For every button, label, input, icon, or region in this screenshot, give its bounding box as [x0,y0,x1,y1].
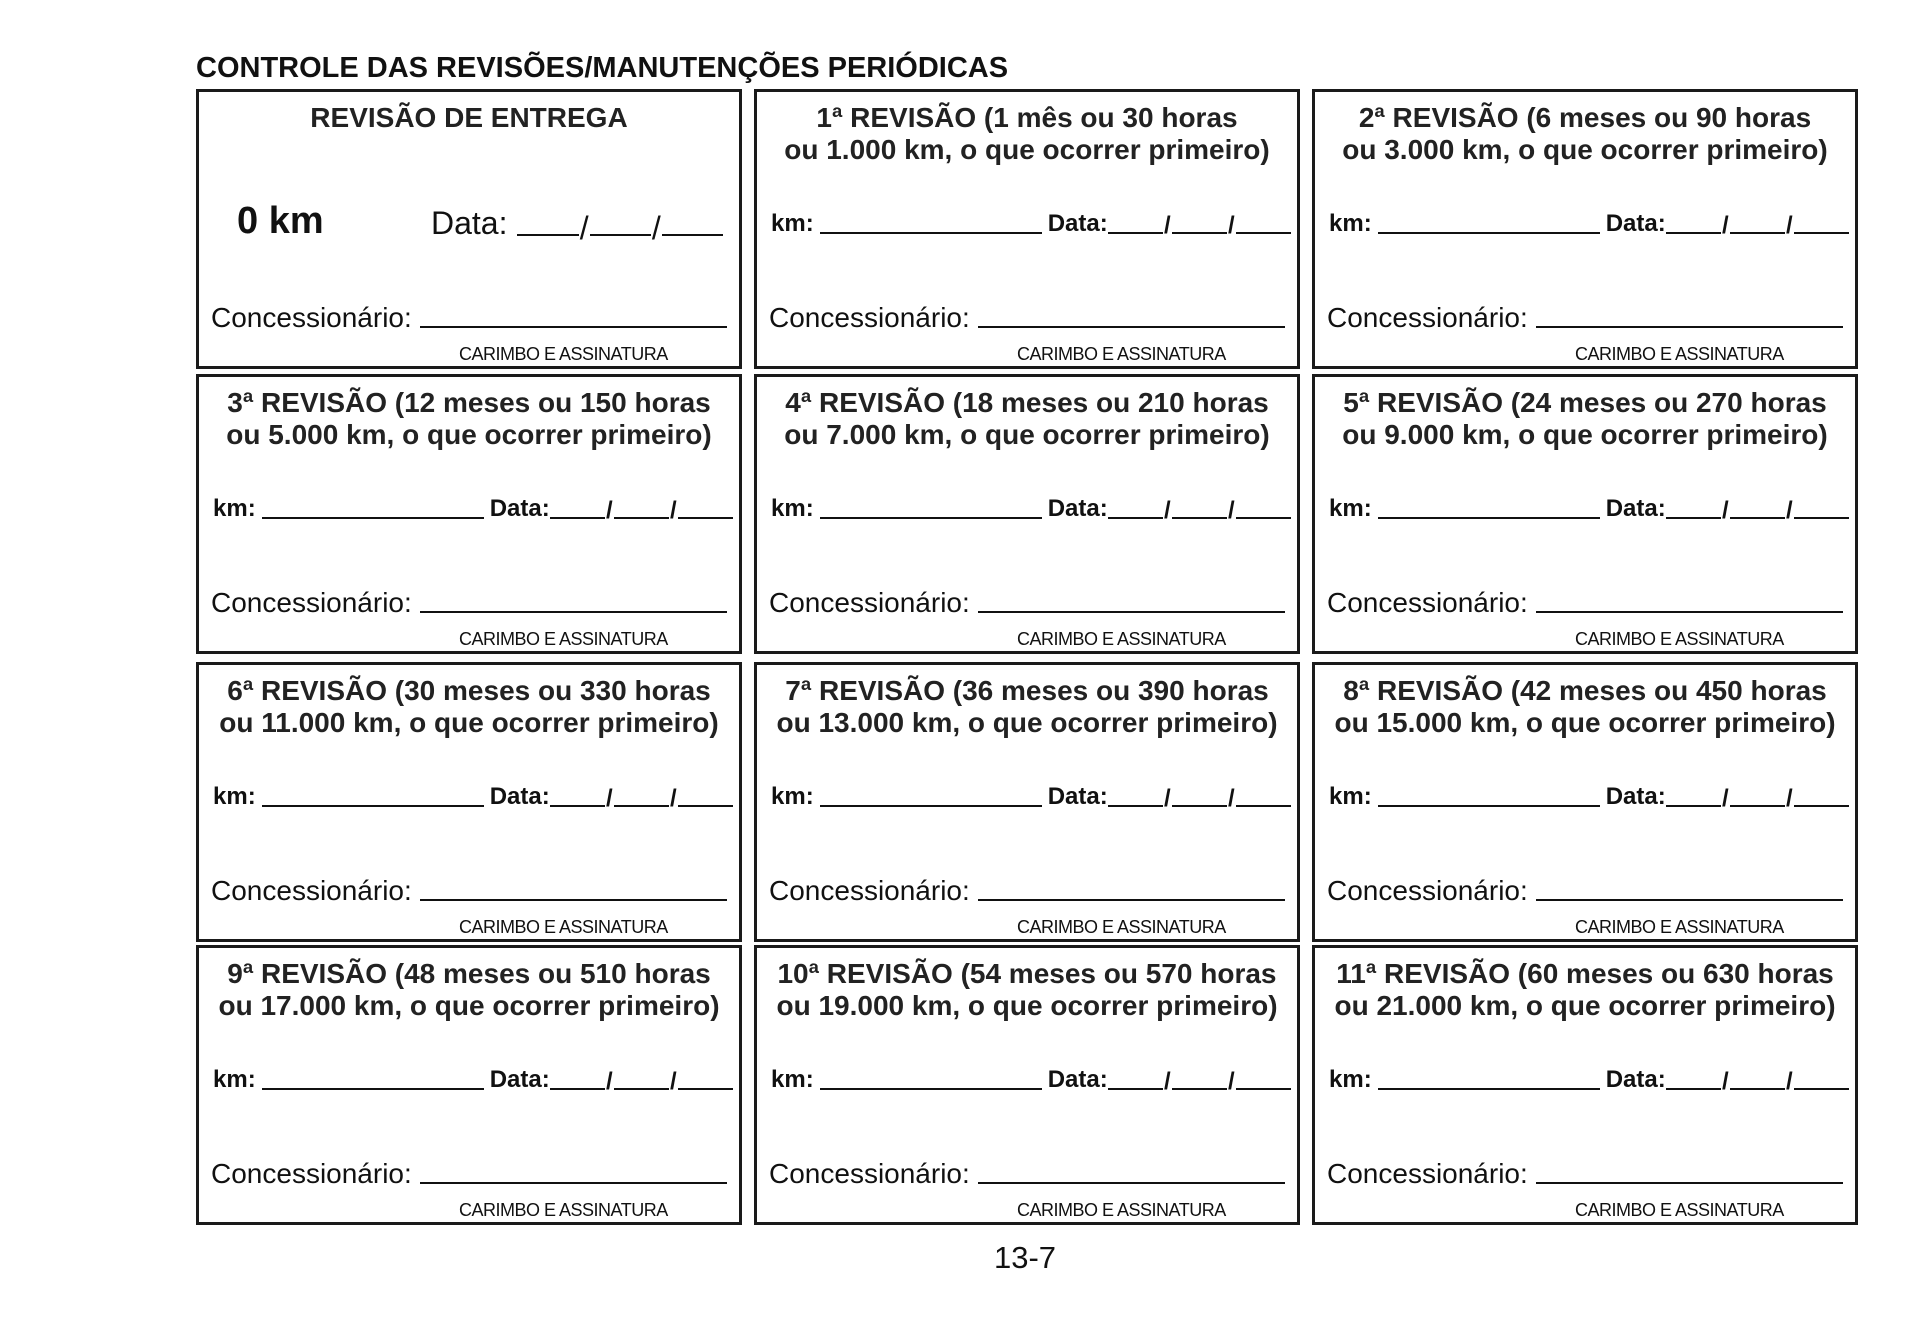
date-separator: / [1722,212,1729,239]
dealer-field[interactable] [769,1158,1285,1190]
dealer-field[interactable] [1327,875,1843,907]
dealer-signature-line[interactable] [420,325,727,328]
date-label: Data: [431,205,508,241]
stamp-signature-note: CARIMBO E ASSINATURA [1575,344,1784,364]
dealer-label: Concessionário: [1327,875,1528,906]
km-date-row [771,1064,1291,1094]
date-separator: / [651,210,661,246]
km-date-row [1329,493,1849,523]
dealer-label: Concessionário: [211,875,412,906]
date-label: Data: [1047,1066,1108,1093]
date-separator: / [1228,785,1235,812]
stamp-signature-note: CARIMBO E ASSINATURA [459,917,668,937]
revision-grid [196,89,1858,1223]
card-revision-6 [196,662,742,942]
card-title-line1: 8ª REVISÃO (42 meses ou 450 horas [1343,675,1827,706]
dealer-label: Concessionário: [769,875,970,906]
card-title-line2: ou 13.000 km, o que ocorrer primeiro) [776,707,1278,738]
km-label: km: [1329,495,1372,522]
dealer-signature-line[interactable] [1536,898,1843,901]
card-title-line2: ou 11.000 km, o que ocorrer primeiro) [219,707,719,738]
page-number: 13-7 [993,1240,1057,1275]
entry-mileage: 0 km [237,200,324,242]
date-separator: / [1722,497,1729,524]
date-separator: / [606,1068,613,1095]
km-input-line[interactable] [262,1087,484,1090]
stamp-signature-note: CARIMBO E ASSINATURA [1575,917,1784,937]
km-date-row [213,1064,733,1094]
km-label: km: [771,1066,814,1093]
dealer-field[interactable] [211,587,727,619]
date-separator: / [1164,212,1171,239]
date-label: Data: [489,1066,550,1093]
date-separator: / [1164,1068,1171,1095]
card-title [1315,675,1855,739]
stamp-signature-note: CARIMBO E ASSINATURA [1017,917,1226,937]
card-title [757,387,1297,451]
stamp-signature-note: CARIMBO E ASSINATURA [459,629,668,649]
date-label: Data: [1605,783,1666,810]
km-input-line[interactable] [1378,231,1600,234]
km-date-row [213,781,733,811]
card-title-line1: 7ª REVISÃO (36 meses ou 390 horas [785,675,1269,706]
km-date-row [771,493,1291,523]
date-label: Data: [1605,210,1666,237]
card-title-line1: 1ª REVISÃO (1 mês ou 30 horas [816,102,1238,133]
dealer-field[interactable] [1327,1158,1843,1190]
dealer-label: Concessionário: [1327,1158,1528,1189]
km-input-line[interactable] [262,804,484,807]
dealer-signature-line[interactable] [420,898,727,901]
date-separator: / [1722,1068,1729,1095]
card-title-line1: 9ª REVISÃO (48 meses ou 510 horas [227,958,711,989]
card-title [757,958,1297,1022]
card-title-line2: ou 7.000 km, o que ocorrer primeiro) [784,419,1270,450]
dealer-signature-line[interactable] [978,610,1285,613]
date-blank[interactable] [1666,495,1849,524]
km-date-row [1329,208,1849,238]
card-title [1315,102,1855,166]
card-revision-5 [1312,374,1858,654]
km-input-line[interactable] [262,516,484,519]
card-title-line1: 4ª REVISÃO (18 meses ou 210 horas [785,387,1269,418]
km-input-line[interactable] [820,231,1042,234]
stamp-signature-note: CARIMBO E ASSINATURA [1575,629,1784,649]
km-label: km: [771,210,814,237]
card-title [1315,387,1855,451]
km-input-line[interactable] [1378,804,1600,807]
dealer-field[interactable] [769,302,1285,334]
date-separator: / [1228,497,1235,524]
date-blank[interactable] [1108,1066,1291,1095]
dealer-signature-line[interactable] [420,610,727,613]
km-label: km: [771,495,814,522]
card-entry-revision [196,89,742,369]
date-separator: / [579,210,589,246]
card-revision-2 [1312,89,1858,369]
date-label: Data: [1605,1066,1666,1093]
km-label: km: [1329,783,1372,810]
stamp-signature-note: CARIMBO E ASSINATURA [459,344,668,364]
date-separator: / [1786,497,1793,524]
dealer-signature-line[interactable] [420,1181,727,1184]
card-title-line2: ou 19.000 km, o que ocorrer primeiro) [776,990,1278,1021]
card-title-line1: 10ª REVISÃO (54 meses ou 570 horas [777,958,1277,989]
card-revision-1 [754,89,1300,369]
date-blank[interactable] [550,1066,733,1095]
km-label: km: [771,783,814,810]
dealer-field[interactable] [211,302,727,334]
dealer-field[interactable] [1327,587,1843,619]
dealer-signature-line[interactable] [978,325,1285,328]
card-title [199,387,739,451]
card-revision-8 [1312,662,1858,942]
card-title-line1: 11ª REVISÃO (60 meses ou 630 horas [1336,958,1834,989]
km-label: km: [1329,210,1372,237]
date-label: Data: [489,783,550,810]
stamp-signature-note: CARIMBO E ASSINATURA [459,1200,668,1220]
date-separator: / [606,497,613,524]
date-field[interactable] [431,202,723,246]
km-input-line[interactable] [820,516,1042,519]
dealer-field[interactable] [211,1158,727,1190]
dealer-label: Concessionário: [211,587,412,618]
km-date-row [771,781,1291,811]
date-label: Data: [1047,495,1108,522]
card-title [199,958,739,1022]
card-title-line2: ou 1.000 km, o que ocorrer primeiro) [784,134,1270,165]
date-separator: / [1786,1068,1793,1095]
km-label: km: [1329,1066,1372,1093]
date-blank[interactable] [1108,495,1291,524]
date-separator: / [670,1068,677,1095]
date-separator: / [1228,212,1235,239]
date-separator: / [1786,785,1793,812]
card-revision-4 [754,374,1300,654]
date-separator: / [1722,785,1729,812]
date-label: Data: [1047,783,1108,810]
km-label: km: [213,1066,256,1093]
km-label: km: [213,783,256,810]
card-title-line1: 6ª REVISÃO (30 meses ou 330 horas [227,675,711,706]
dealer-signature-line[interactable] [978,898,1285,901]
date-label: Data: [489,495,550,522]
card-title-line2: ou 15.000 km, o que ocorrer primeiro) [1334,707,1836,738]
date-separator: / [670,785,677,812]
km-date-row [213,493,733,523]
date-separator: / [606,785,613,812]
date-blank[interactable] [1108,783,1291,812]
dealer-label: Concessionário: [211,1158,412,1189]
card-revision-10 [754,945,1300,1225]
dealer-label: Concessionário: [1327,302,1528,333]
date-blank[interactable] [1666,210,1849,239]
card-title-line2: ou 5.000 km, o que ocorrer primeiro) [226,419,712,450]
card-title-line2: ou 3.000 km, o que ocorrer primeiro) [1342,134,1828,165]
date-blank[interactable] [550,783,733,812]
card-title [757,102,1297,166]
date-label: Data: [1047,210,1108,237]
dealer-label: Concessionário: [769,302,970,333]
date-blank[interactable] [1666,1066,1849,1095]
dealer-field[interactable] [769,587,1285,619]
card-title [757,675,1297,739]
card-title: REVISÃO DE ENTREGA [310,102,628,133]
dealer-field[interactable] [1327,302,1843,334]
date-label: Data: [1605,495,1666,522]
km-input-line[interactable] [820,1087,1042,1090]
km-date-row [771,208,1291,238]
km-label: km: [213,495,256,522]
km-input-line[interactable] [1378,516,1600,519]
dealer-signature-line[interactable] [1536,1181,1843,1184]
card-revision-11 [1312,945,1858,1225]
card-title-line2: ou 9.000 km, o que ocorrer primeiro) [1342,419,1828,450]
dealer-label: Concessionário: [769,1158,970,1189]
date-separator: / [1786,212,1793,239]
card-title-line2: ou 17.000 km, o que ocorrer primeiro) [218,990,720,1021]
card-title [1315,958,1855,1022]
date-separator: / [670,497,677,524]
card-title-line1: 2ª REVISÃO (6 meses ou 90 horas [1358,102,1812,133]
date-blank[interactable] [1108,210,1291,239]
card-title-line2: ou 21.000 km, o que ocorrer primeiro) [1334,990,1836,1021]
km-date-row [1329,781,1849,811]
dealer-signature-line[interactable] [1536,610,1843,613]
stamp-signature-note: CARIMBO E ASSINATURA [1017,1200,1226,1220]
date-separator: / [1228,1068,1235,1095]
card-revision-3 [196,374,742,654]
dealer-label: Concessionário: [769,587,970,618]
dealer-label: Concessionário: [211,302,412,333]
stamp-signature-note: CARIMBO E ASSINATURA [1017,344,1226,364]
page-title: CONTROLE DAS REVISÕES/MANUTENÇÕES PERIÓDICAS [196,52,1009,84]
dealer-signature-line[interactable] [1536,325,1843,328]
dealer-field[interactable] [211,875,727,907]
km-input-line[interactable] [820,804,1042,807]
card-title [199,675,739,739]
card-title-line1: 3ª REVISÃO (12 meses ou 150 horas [227,387,711,418]
card-title-line1: 5ª REVISÃO (24 meses ou 270 horas [1343,387,1827,418]
dealer-field[interactable] [769,875,1285,907]
km-date-row [1329,1064,1849,1094]
date-separator: / [1164,785,1171,812]
km-input-line[interactable] [1378,1087,1600,1090]
date-blank[interactable] [517,210,723,246]
stamp-signature-note: CARIMBO E ASSINATURA [1575,1200,1784,1220]
dealer-signature-line[interactable] [978,1181,1285,1184]
date-separator: / [1164,497,1171,524]
date-blank[interactable] [1666,783,1849,812]
card-revision-9 [196,945,742,1225]
date-blank[interactable] [550,495,733,524]
stamp-signature-note: CARIMBO E ASSINATURA [1017,629,1226,649]
card-revision-7 [754,662,1300,942]
dealer-label: Concessionário: [1327,587,1528,618]
